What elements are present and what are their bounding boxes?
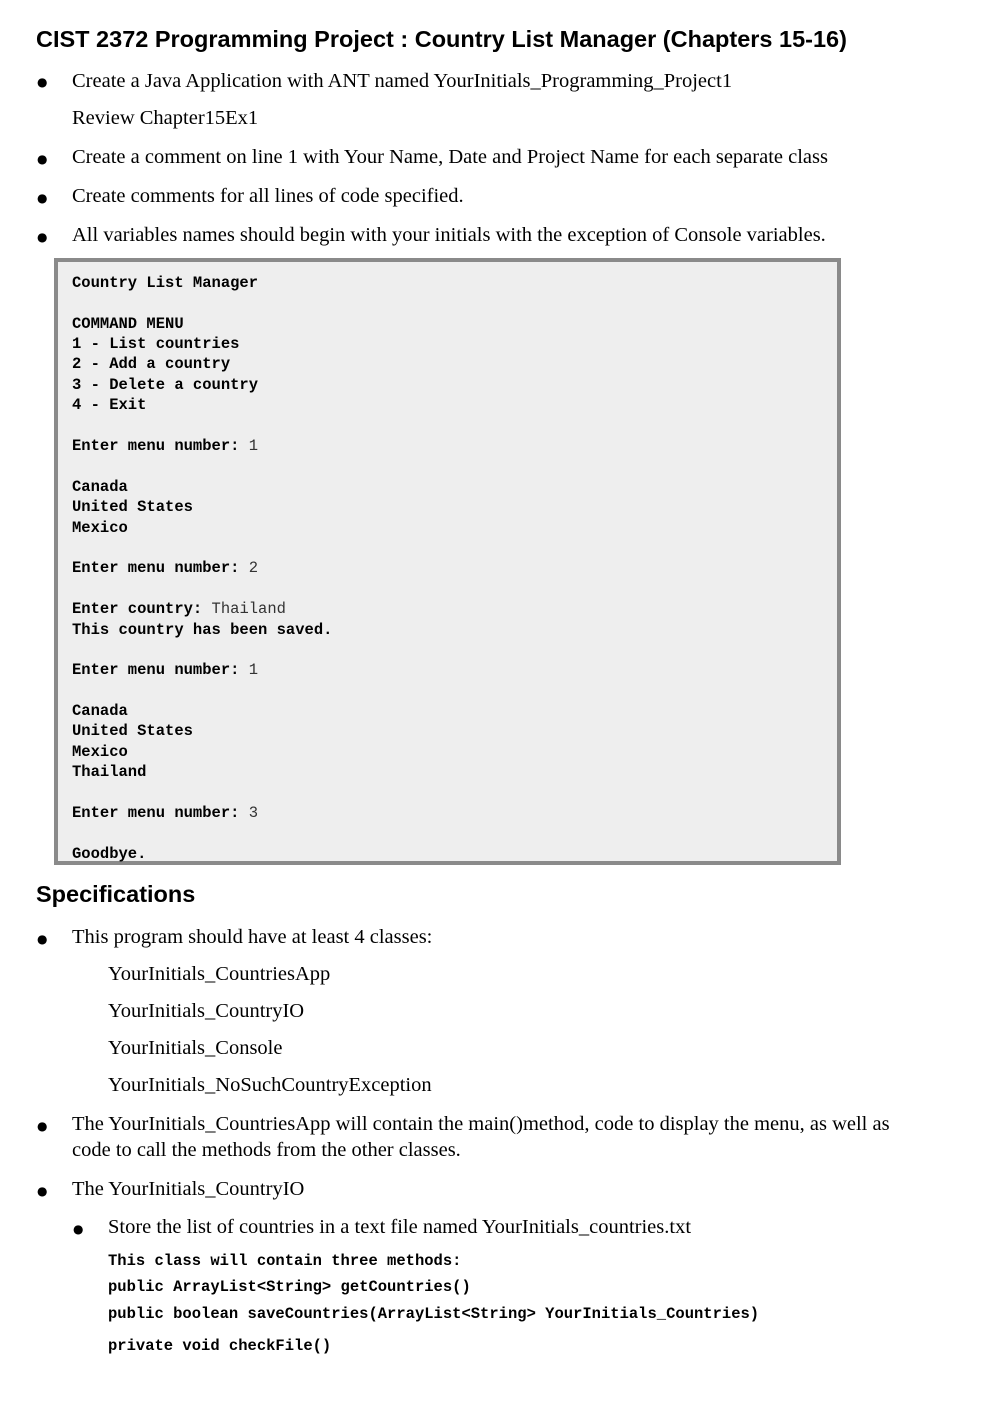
console-prompt: Enter menu number: (72, 661, 240, 679)
review-line: Review Chapter15Ex1 (72, 107, 259, 129)
console-menu-item: 1 - List countries (72, 335, 240, 353)
console-country-input: Thailand (211, 600, 286, 618)
bullet-icon: ● (37, 1119, 48, 1133)
console-prompt-line (72, 559, 258, 577)
intro-bullet-2: Create a comment on line 1 with Your Name, Date and Project Name for each separate class (72, 146, 828, 168)
console-country: Canada (72, 702, 128, 720)
console-menu-item: 4 - Exit (72, 396, 147, 414)
console-country: Thailand (72, 763, 147, 781)
console-country-prompt: Enter country: (72, 600, 203, 618)
bullet-icon: ● (37, 1184, 48, 1198)
console-country-prompt-line (72, 600, 286, 618)
code-line: public boolean saveCountries(ArrayList<String> YourInitials_Countries) (108, 1305, 760, 1323)
bullet-icon: ● (37, 75, 48, 89)
sub-bullet-icon: ● (73, 1222, 84, 1236)
console-country: Mexico (72, 519, 128, 537)
console-app-title: Country List Manager (72, 274, 259, 292)
code-line: This class will contain three methods: (108, 1252, 462, 1270)
console-goodbye: Goodbye. (72, 845, 147, 863)
class-name: YourInitials_NoSuchCountryException (108, 1074, 432, 1096)
class-name: YourInitials_Console (108, 1037, 283, 1059)
console-country: United States (72, 722, 193, 740)
spec-bullet-app-line2: code to call the methods from the other classes. (72, 1139, 461, 1161)
spec-bullet-countryio: The YourInitials_CountryIO (72, 1178, 305, 1200)
console-prompt: Enter menu number: (72, 804, 240, 822)
bullet-icon: ● (37, 230, 48, 244)
console-input: 2 (248, 559, 259, 577)
code-line: private void checkFile() (108, 1337, 332, 1355)
console-input: 1 (248, 661, 259, 679)
page-title: CIST 2372 Programming Project : Country List Manager (Chapters 15-16) (36, 26, 847, 52)
console-country: United States (72, 498, 193, 516)
intro-bullet-4: All variables names should begin with your initials with the exception of Console variables. (72, 224, 826, 246)
console-output-box (54, 258, 841, 865)
bullet-icon: ● (37, 932, 48, 946)
console-prompt-line (72, 661, 258, 679)
console-prompt: Enter menu number: (72, 559, 240, 577)
console-country: Canada (72, 478, 128, 496)
console-menu-item: 3 - Delete a country (72, 376, 259, 394)
console-prompt: Enter menu number: (72, 437, 240, 455)
console-menu-item: 2 - Add a country (72, 355, 231, 373)
console-prompt-line (72, 804, 258, 822)
bullet-icon: ● (37, 191, 48, 205)
intro-bullet-3: Create comments for all lines of code specified. (72, 185, 464, 207)
sub-bullet-storage: Store the list of countries in a text file named YourInitials_countries.txt (108, 1216, 692, 1238)
console-country: Mexico (72, 743, 128, 761)
intro-bullet-1: Create a Java Application with ANT named YourInitials_Programming_Project1 (72, 70, 733, 92)
console-menu-header: COMMAND MENU (72, 315, 184, 333)
class-name: YourInitials_CountryIO (108, 1000, 305, 1022)
specifications-heading: Specifications (36, 881, 196, 907)
code-line: public ArrayList<String> getCountries() (108, 1278, 471, 1296)
bullet-icon: ● (37, 152, 48, 166)
console-saved-message: This country has been saved. (72, 621, 333, 639)
class-name: YourInitials_CountriesApp (108, 963, 331, 985)
spec-bullet-app-line1: The YourInitials_CountriesApp will contain the main()method, code to display the menu, as well as (72, 1113, 890, 1135)
console-input: 1 (248, 437, 259, 455)
console-prompt-line (72, 437, 258, 455)
console-input: 3 (248, 804, 259, 822)
spec-bullet-classes: This program should have at least 4 classes: (72, 926, 433, 948)
